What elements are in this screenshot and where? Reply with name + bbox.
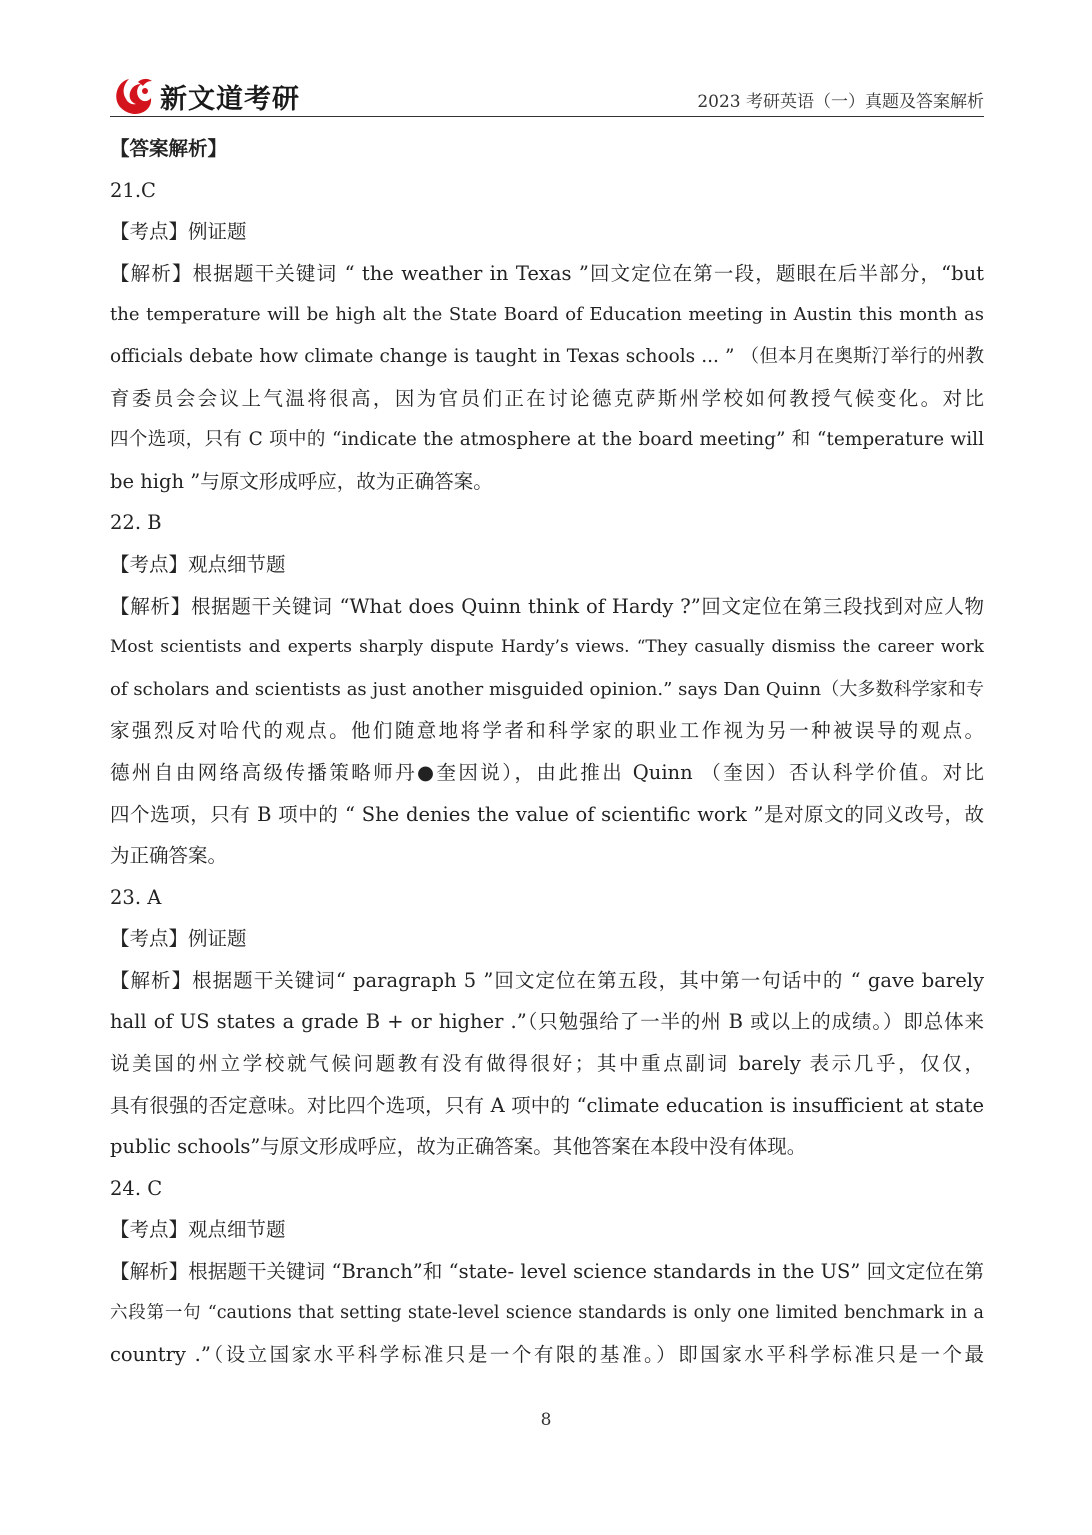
analysis-line: 德州自由网络高级传播策略师丹●奎因说），由此推出 Quinn （奎因）否认科学价值。对比 (110, 760, 984, 784)
test-point: 【考点】例证题 (110, 220, 247, 244)
analysis-line: 说美国的州立学校就气候问题教有没有做得很好；其中重点副词 barely 表示几乎，仅仅， (110, 1052, 984, 1076)
test-point: 【考点】观点细节题 (110, 1218, 286, 1242)
brand-logo (112, 76, 300, 116)
analysis-line: country .”（设立国家水平科学标准只是一个有限的基准。）即国家水平科学标准只是一个最 (110, 1343, 984, 1367)
answer-analysis-body (110, 128, 984, 1376)
analysis-line: 【解析】根据题干关键词 “Branch”和 “state- level science standards in the US” 回文定位在第 (110, 1260, 984, 1284)
analysis-line: officials debate how climate change is taught in Texas schools ... ” （但本月在奥斯汀举行的州教 (110, 345, 984, 367)
page-header (110, 70, 984, 117)
test-point: 【考点】观点细节题 (110, 552, 286, 576)
analysis-line: 具有很强的否定意味。对比四个选项，只有 A 项中的 “climate education is insufficient at state (110, 1093, 984, 1117)
analysis-line: 四个选项，只有 C 项中的 “indicate the atmosphere at the board meeting” 和 “temperature will (110, 429, 984, 451)
page-number: 8 (540, 1410, 552, 1430)
analysis-line: of scholars and scientists as just another misguided opinion.” says Dan Quinn（大多数科学家和专 (110, 678, 984, 700)
analysis-line: 为正确答案。 (110, 844, 228, 868)
logo-text: 新文道考研 (160, 83, 300, 115)
analysis-line: 六段第一句 “cautions that setting state-level science standards is only one limited benchmark in a (110, 1302, 984, 1323)
analysis-line: the temperature will be high alt the State Board of Education meeting in Austin this month as (110, 304, 984, 326)
analysis-line: hall of US states a grade B + or higher .”（只勉强给了一半的州 B 或以上的成绩。）即总体来 (110, 1010, 984, 1034)
analysis-line: 【解析】根据题干关键词 “What does Quinn think of Hardy ?”回文定位在第三段找到对应人物 (110, 594, 984, 618)
section-heading: 【答案解析】 (110, 137, 228, 160)
analysis-line: Most scientists and experts sharply dispute Hardy’s views. “They casually dismiss the career work (110, 637, 984, 658)
analysis-line: 家强烈反对哈代的观点。他们随意地将学者和科学家的职业工作视为另一种被误导的观点。 (110, 719, 984, 743)
answer-number: 22. B (110, 511, 162, 535)
analysis-line: be high ”与原文形成呼应，故为正确答案。 (110, 469, 493, 493)
answer-number: 24. C (110, 1176, 163, 1200)
answer-number: 23. A (110, 885, 162, 909)
analysis-line: 四个选项，只有 B 项中的 “ She denies the value of scientific work ”是对原文的同义改号，故 (110, 802, 984, 826)
analysis-line: 育委员会会议上气温将很高，因为官员们正在讨论德克萨斯州学校如何教授气候变化。对比 (110, 386, 984, 410)
analysis-line: 【解析】根据题干关键词“ paragraph 5 ”回文定位在第五段，其中第一句话中的 “ gave barely (110, 968, 984, 992)
answer-number: 21.C (110, 178, 156, 202)
document-title: 2023 考研英语（一）真题及答案解析 (697, 92, 984, 112)
analysis-line: public schools”与原文形成呼应，故为正确答案。其他答案在本段中没有体现。 (110, 1135, 807, 1159)
analysis-line: 【解析】根据题干关键词 “ the weather in Texas ”回文定位在第一段，题眼在后半部分，“but (110, 261, 984, 285)
test-point: 【考点】例证题 (110, 927, 247, 951)
phoenix-logo-icon (112, 76, 156, 116)
